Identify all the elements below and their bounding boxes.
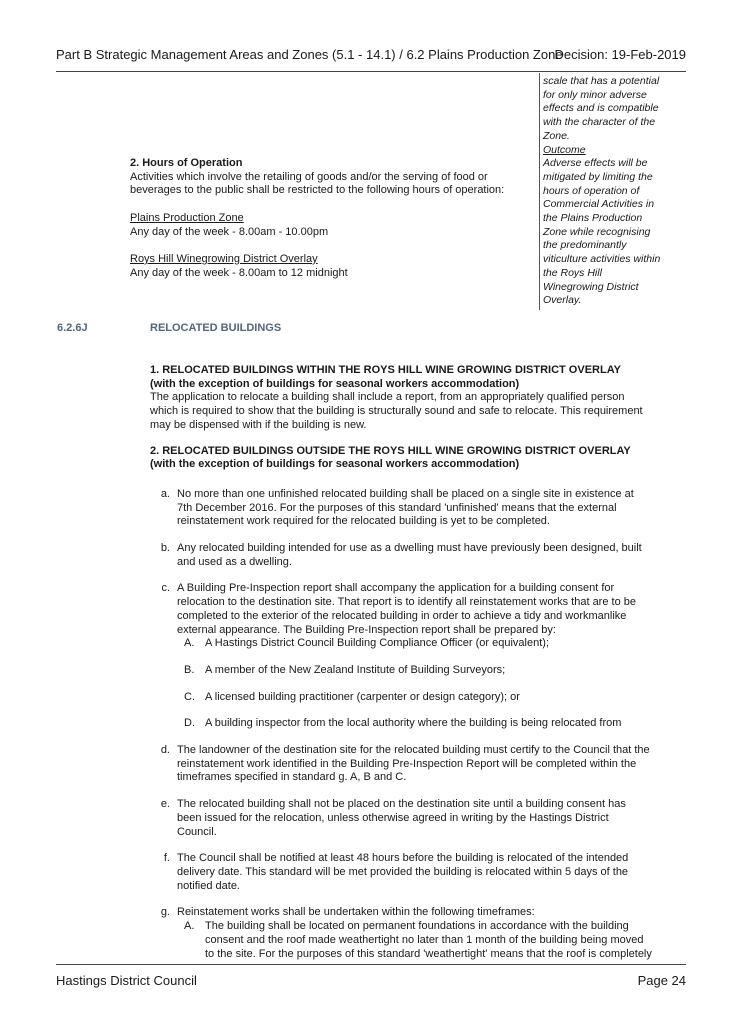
page-number: Page 24 bbox=[637, 973, 686, 988]
item-line: 7th December 2016. For the purposes of this standard 'unfinished' means that the external bbox=[177, 501, 617, 514]
list-item bbox=[150, 906, 665, 920]
sidebar-line: Overlay. bbox=[543, 294, 582, 307]
sidebar-line: the Roys Hill bbox=[543, 266, 602, 279]
zone-hours: Any day of the week - 8.00am to 12 midnight bbox=[130, 266, 348, 279]
sidebar-line: Winegrowing District bbox=[543, 280, 639, 293]
list-item bbox=[150, 744, 665, 785]
sidebar-line: Commercial Activities in bbox=[543, 198, 655, 211]
sub-marker: A. bbox=[184, 637, 195, 650]
sidebar-line: Zone while recognising bbox=[543, 225, 651, 238]
zone-hours: Any day of the week - 8.00am - 10.00pm bbox=[130, 225, 329, 238]
sub-marker: C. bbox=[184, 690, 195, 703]
item-line: reinstatement work required for the relocated building is yet to be completed. bbox=[177, 515, 550, 528]
sub-item bbox=[150, 664, 665, 678]
item-line: No more than one unfinished relocated building shall be placed on a single site in existence at bbox=[177, 487, 634, 500]
footer-rule bbox=[56, 964, 686, 965]
part1-line: may be dispensed with if the building is new. bbox=[150, 418, 367, 431]
sub-text: A member of the New Zealand Institute of Building Surveyors; bbox=[205, 663, 506, 676]
item-line: The relocated building shall not be placed on the destination site until a building consent has bbox=[177, 798, 626, 811]
sidebar-line: with the character of the bbox=[543, 116, 656, 129]
item-line: and used as a dwelling. bbox=[177, 555, 292, 568]
footer-org: Hastings District Council bbox=[56, 973, 197, 988]
sub-text: The building shall be located on permanent foundations in accordance with the building bbox=[205, 920, 629, 933]
part1-heading: 1. RELOCATED BUILDINGS WITHIN THE ROYS HILL WINE GROWING DISTRICT OVERLAY bbox=[150, 364, 621, 376]
sub-text: A building inspector from the local authority where the building is being relocated from bbox=[205, 717, 622, 730]
sub-item bbox=[150, 920, 665, 961]
item-line: delivery date. This standard will be met provided the building is relocated within 5 days of the bbox=[177, 865, 629, 878]
item-line: The Council shall be notified at least 48 hours before the building is relocated of the intended bbox=[177, 852, 629, 865]
item-line: A Building Pre-Inspection report shall accompany the application for a building consent for bbox=[177, 582, 615, 595]
item-line: reinstatement work identified in the Building Pre-Inspection Report will be completed within the bbox=[177, 757, 637, 770]
part2-subheading: (with the exception of buildings for seasonal workers accommodation) bbox=[150, 458, 520, 471]
sub-text: to the site. For the purposes of this standard 'weathertight' means that the roof is completely bbox=[205, 947, 652, 960]
part1-line: The application to relocate a building shall include a report, from an appropriately qualified person bbox=[150, 391, 625, 404]
item-line: Council. bbox=[177, 825, 217, 838]
sidebar-line: viticulture activities within bbox=[543, 253, 661, 266]
zone-label: Plains Production Zone bbox=[130, 211, 244, 224]
hours-of-operation bbox=[130, 157, 525, 280]
item-line: notified date. bbox=[177, 879, 240, 892]
part1-subheading: (with the exception of buildings for seasonal workers accommodation) bbox=[150, 377, 520, 390]
item-marker: g. bbox=[160, 906, 170, 919]
sub-marker: D. bbox=[184, 717, 195, 730]
item-line: Reinstatement works shall be undertaken within the following timeframes: bbox=[177, 906, 535, 919]
item-line: The landowner of the destination site for the relocated building must certify to the Council that the bbox=[177, 744, 650, 757]
header-title: Part B Strategic Management Areas and Zones (5.1 - 14.1) / 6.2 Plains Production Zone bbox=[56, 47, 563, 62]
sub-text: A licensed building practitioner (carpenter or design category); or bbox=[205, 690, 520, 703]
list-item bbox=[150, 852, 665, 893]
hours-heading: 2. Hours of Operation bbox=[130, 157, 243, 169]
item-marker: c. bbox=[161, 582, 170, 595]
zone-label: Roys Hill Winegrowing District Overlay bbox=[130, 252, 318, 265]
item-line: completed to the exterior of the relocated building in order to achieve a tidy and workmanlike bbox=[177, 609, 627, 622]
item-line: Any relocated building intended for use as a dwelling must have previously been designed, built bbox=[177, 542, 642, 555]
item-line: external appearance. The Building Pre-Inspection report shall be prepared by: bbox=[177, 623, 556, 636]
list-item bbox=[150, 798, 665, 839]
item-marker: b. bbox=[160, 542, 170, 555]
header-rule bbox=[56, 71, 686, 72]
sidebar-line: Adverse effects will be bbox=[543, 157, 648, 170]
list-item bbox=[150, 542, 665, 569]
section-number: 6.2.6J bbox=[57, 322, 88, 334]
sidebar-outcome-heading: Outcome bbox=[543, 143, 586, 156]
item-line: been issued for the relocation, unless otherwise agreed in writing by the Hastings District bbox=[177, 811, 609, 824]
sidebar-explanation bbox=[543, 75, 675, 308]
hours-intro-line: beverages to the public shall be restricted to the following hours of operation: bbox=[130, 184, 505, 197]
sub-item bbox=[150, 637, 665, 651]
hours-intro-line: Activities which involve the retailing of goods and/or the serving of food or bbox=[130, 170, 488, 183]
item-line: relocation to the destination site. That report is to identify all reinstatement works that are to be bbox=[177, 596, 636, 609]
sidebar-line: hours of operation of bbox=[543, 184, 640, 197]
sub-item bbox=[150, 691, 665, 705]
sub-marker: B. bbox=[184, 663, 195, 676]
sub-marker: A. bbox=[184, 920, 195, 933]
sidebar-line: scale that has a potential bbox=[543, 75, 660, 87]
sub-text: consent and the roof made weathertight no later than 1 month of the building being moved bbox=[205, 933, 644, 946]
sub-item bbox=[150, 717, 665, 731]
list-item bbox=[150, 582, 665, 637]
item-line: timeframes specified in standard g. A, B and C. bbox=[177, 771, 407, 784]
list-item bbox=[150, 488, 665, 529]
item-marker: e. bbox=[160, 798, 170, 811]
item-marker: f. bbox=[163, 852, 170, 865]
sidebar-line: mitigated by limiting the bbox=[543, 170, 653, 183]
relocated-buildings-body bbox=[150, 364, 665, 961]
sidebar-line: for only minor adverse bbox=[543, 88, 647, 101]
item-marker: a. bbox=[160, 487, 170, 500]
item-marker: d. bbox=[160, 744, 170, 757]
sidebar-line: Zone. bbox=[543, 129, 570, 142]
header-decision-date: Decision: 19-Feb-2019 bbox=[554, 47, 686, 62]
sidebar-line: effects and is compatible bbox=[543, 102, 659, 115]
column-divider bbox=[539, 73, 540, 310]
sidebar-line: the Plains Production bbox=[543, 212, 643, 225]
sidebar-line: the predominantly bbox=[543, 239, 627, 252]
part2-heading: 2. RELOCATED BUILDINGS OUTSIDE THE ROYS HILL WINE GROWING DISTRICT OVERLAY bbox=[150, 444, 631, 457]
sub-text: A Hastings District Council Building Compliance Officer (or equivalent); bbox=[205, 637, 549, 650]
part1-line: which is required to show that the building is structurally sound and safe to relocate. This requirement bbox=[150, 405, 643, 418]
section-title: RELOCATED BUILDINGS bbox=[150, 322, 282, 334]
